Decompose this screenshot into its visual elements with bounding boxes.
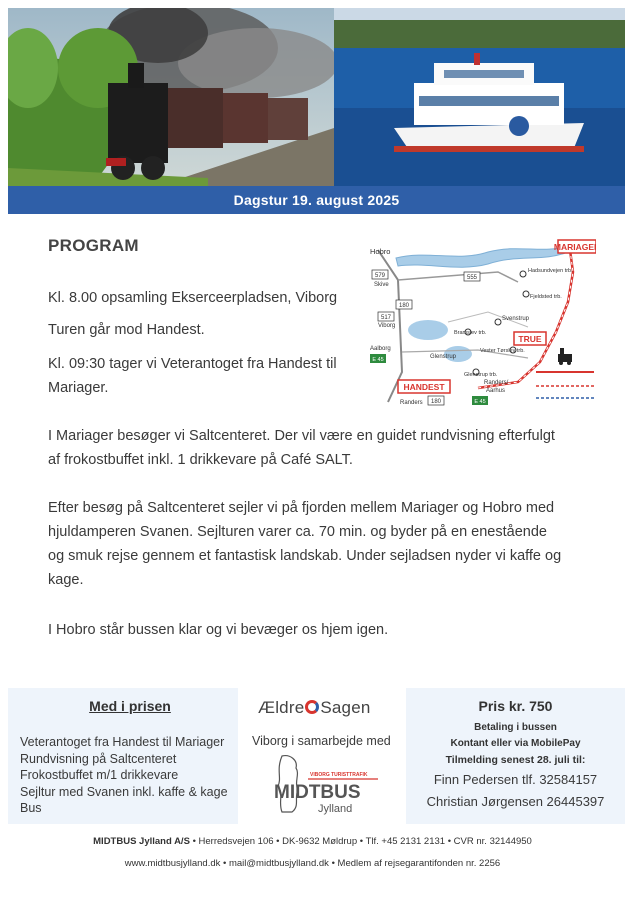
- paragraph-line: I Mariager besøger vi Saltcenteret. Der vil være en guidet rundvisning efterfulgt: [48, 428, 555, 444]
- footer-membership: Medlem af rejsegarantifonden nr. 2256: [337, 858, 501, 869]
- price: Pris kr. 750: [478, 698, 553, 714]
- paragraph-line: af frokostbuffet inkl. 1 drikkevare på Café SALT.: [48, 452, 353, 468]
- program-line-pickup: Kl. 8.00 opsamling Ekserceerpladsen, Viborg: [48, 290, 338, 306]
- payment-methods: Kontant eller via MobilePay: [450, 738, 581, 749]
- map-road-e45a: E 45: [372, 357, 384, 363]
- footer-company: MIDTBUS Jylland A/S: [93, 836, 190, 847]
- map-label-handest: HANDEST: [403, 382, 445, 392]
- map-road-517: 517: [380, 315, 392, 321]
- program-title: PROGRAM: [48, 236, 139, 255]
- paddle-steamer-photo: [334, 8, 625, 186]
- paragraph-line: kage.: [48, 572, 84, 588]
- list-item: Sejltur med Svanen inkl. kaffe & kage: [20, 784, 228, 799]
- map-label-aalborg: Aalborg: [370, 346, 391, 352]
- included-title: Med i prisen: [89, 698, 171, 714]
- list-item: Veterantoget fra Handest til Mariager: [20, 735, 225, 749]
- map-road-579: 579: [374, 273, 386, 279]
- footer-phone: Tlf. +45 2131 2131: [365, 836, 446, 847]
- map-road-180a: 180: [398, 303, 410, 309]
- footer-address: Herredsvejen 106: [198, 836, 274, 847]
- aeldre-sagen-logo: [258, 698, 371, 718]
- footer-web-link[interactable]: www.midtbusjylland.dk: [124, 858, 221, 869]
- footer-postcode: DK-9632 Møldrup: [282, 836, 358, 847]
- list-item: Bus: [20, 801, 42, 815]
- map-label-randers-aarhus-2: Aarhus: [486, 388, 506, 394]
- map-label-fjeldsted: Fjeldsted trb.: [530, 294, 562, 300]
- paragraph-line: I Hobro står bussen klar og vi bevæger os hjem igen.: [48, 622, 389, 638]
- logo-text-left: Ældre: [258, 698, 305, 717]
- map-road-555: 555: [466, 275, 478, 281]
- partner-note: Viborg i samarbejde med: [252, 734, 391, 748]
- midtbus-region: Jylland: [318, 803, 353, 815]
- footer-company-line: MIDTBUS Jylland A/S • Herredsvejen 106 • DK-9632 Møldrup • Tlf. +45 2131 2131 • CVR nr. 32144950: [93, 836, 532, 847]
- midtbus-tagline: VIBORG TURISTTRAFIK: [310, 772, 368, 778]
- list-item: Rundvisning på Saltcenteret: [20, 751, 177, 766]
- paragraph-saltcenteret: [48, 424, 588, 472]
- paragraph-return: [48, 618, 588, 642]
- map-label-bramslev: Bramslev trb.: [454, 330, 487, 336]
- swirl-icon: [305, 700, 319, 714]
- map-label-glenstrup: Glenstrup: [430, 354, 457, 360]
- date-banner: Dagstur 19. august 2025: [8, 186, 625, 214]
- map-label-skive: Skive: [374, 282, 389, 288]
- midtbus-wordmark: MIDTBUS: [274, 782, 361, 803]
- program-line-train-cont: Mariager.: [48, 380, 109, 396]
- program-line-route: Turen går mod Handest.: [48, 322, 205, 338]
- payment-info: Betaling i bussen: [474, 722, 557, 733]
- contact-finn: Finn Pedersen tlf. 32584157: [433, 772, 598, 787]
- route-map: [368, 232, 596, 408]
- map-label-randers-aarhus-1: Randers/: [484, 380, 509, 386]
- map-label-hadsund: Hadsundvejen trb.: [528, 268, 573, 274]
- footer-email-link[interactable]: mail@midtbusjylland.dk: [228, 858, 329, 869]
- registration-deadline: Tilmelding senest 28. juli til:: [445, 754, 586, 766]
- list-item: Frokostbuffet m/1 drikkevare: [20, 768, 179, 782]
- map-label-viborg: Viborg: [378, 323, 396, 329]
- paragraph-line: hjuldamperen Svanen. Sejlturen varer ca. 70 min. og byder på en enestående: [48, 524, 547, 540]
- steam-train-photo: [8, 8, 334, 186]
- map-label-true: TRUE: [518, 334, 542, 344]
- contact-christian: Christian Jørgensen 26445397: [426, 794, 605, 809]
- map-label-svenstrup: Svenstrup: [502, 316, 530, 322]
- map-label-vester-torslev: Vester Tørslev trb.: [480, 348, 525, 354]
- map-label-mariager: MARIAGER: [553, 242, 596, 252]
- logo-text-right: Sagen: [320, 698, 371, 717]
- paragraph-line: og smuk rejse gennem et fantastisk landskab. Under sejladsen nyder vi kaffe og: [48, 548, 562, 564]
- footer-cvr: CVR nr. 32144950: [453, 836, 532, 847]
- included-list: [20, 734, 228, 817]
- midtbus-logo: [270, 752, 380, 818]
- map-label-hobro: Hobro: [370, 247, 391, 256]
- map-road-e45b: E 45: [474, 399, 486, 405]
- paragraph-line: Efter besøg på Saltcenteret sejler vi på fjorden mellem Mariager og Hobro med: [48, 500, 555, 516]
- program-line-train: Kl. 09:30 tager vi Veterantoget fra Handest til: [48, 356, 337, 372]
- paragraph-sailing: [48, 496, 588, 592]
- footer-web-line: www.midtbusjylland.dk • mail@midtbusjylland.dk • Medlem af rejsegarantifonden nr. 2256: [124, 858, 501, 869]
- map-label-randers: Randers: [400, 400, 423, 406]
- map-road-180b: 180: [430, 399, 442, 405]
- map-label-glenstrup-trb: Glenstrup trb.: [464, 372, 498, 378]
